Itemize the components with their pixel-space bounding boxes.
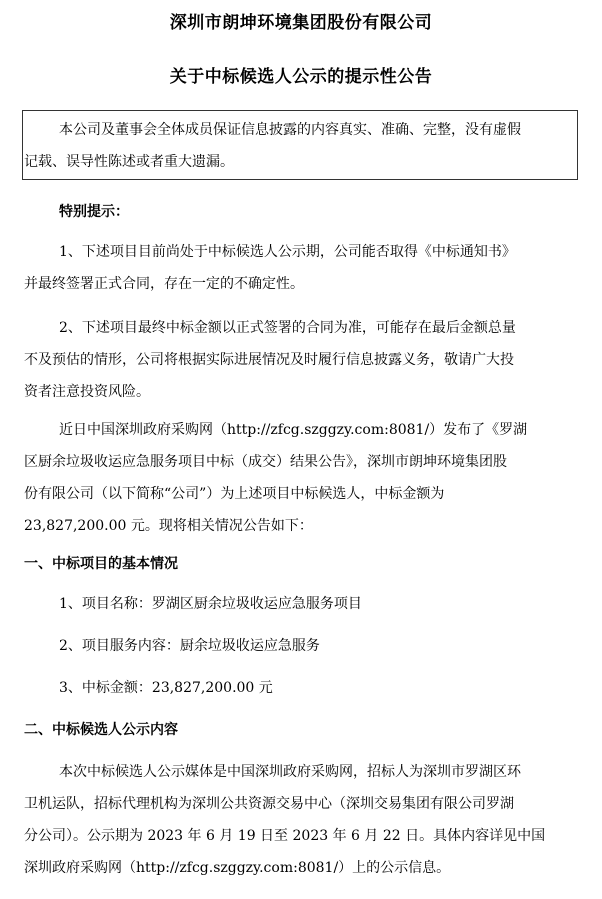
intro-line-3: 份有限公司（以下简称“公司”）为上述项目中标候选人，中标金额为 (24, 486, 445, 502)
section-1-heading: 一、中标项目的基本情况 (24, 556, 178, 572)
disclaimer-line-2: 记载、误导性陈述或者重大遗漏。 (24, 154, 234, 170)
intro-line-4: 23,827,200.00 元。现将相关情况公告如下： (24, 518, 313, 534)
intro-line-1: 近日中国深圳政府采购网（http://zfcg.szggzy.com:8081/）发布了《罗湖 (59, 422, 528, 438)
section-2-line-3: 分公司）。公示期为 2023 年 6 月 19 日至 2023 年 6 月 22 日。具体内容详见中国 (24, 828, 546, 844)
tip-1-line-1: 1、下述项目目前尚处于中标候选人公示期，公司能否取得《中标通知书》 (59, 244, 516, 260)
announcement-title: 关于中标候选人公示的提示性公告 (169, 67, 433, 87)
tip-2-line-3: 资者注意投资风险。 (24, 384, 150, 400)
section-2-heading: 二、中标候选人公示内容 (24, 722, 178, 738)
tip-1-line-2: 并最终签署正式合同，存在一定的不确定性。 (24, 276, 304, 292)
section-1-item-2: 2、项目服务内容：厨余垃圾收运应急服务 (59, 638, 320, 654)
tip-2-line-1: 2、下述项目最终中标金额以正式签署的合同为准，可能存在最后金额总量 (59, 320, 516, 336)
section-2-line-1: 本次中标候选人公示媒体是中国深圳政府采购网，招标人为深圳市罗湖区环 (59, 764, 521, 780)
section-2-line-2: 卫机运队，招标代理机构为深圳公共资源交易中心（深圳交易集团有限公司罗湖 (24, 796, 514, 812)
section-1-item-1: 1、项目名称：罗湖区厨余垃圾收运应急服务项目 (59, 596, 362, 612)
special-tips-heading: 特别提示： (59, 204, 129, 220)
disclaimer-line-1: 本公司及董事会全体成员保证信息披露的内容真实、准确、完整，没有虚假 (59, 122, 521, 138)
intro-line-2: 区厨余垃圾收运应急服务项目中标（成交）结果公告》，深圳市朗坤环境集团股 (24, 454, 507, 470)
tip-2-line-2: 不及预估的情形，公司将根据实际进展情况及时履行信息披露义务，敬请广大投 (24, 352, 514, 368)
company-title: 深圳市朗坤环境集团股份有限公司 (169, 13, 433, 33)
section-1-item-3: 3、中标金额：23,827,200.00 元 (59, 680, 273, 696)
section-2-line-4: 深圳政府采购网（http://zfcg.szggzy.com:8081/）上的公示信息。 (24, 860, 451, 876)
